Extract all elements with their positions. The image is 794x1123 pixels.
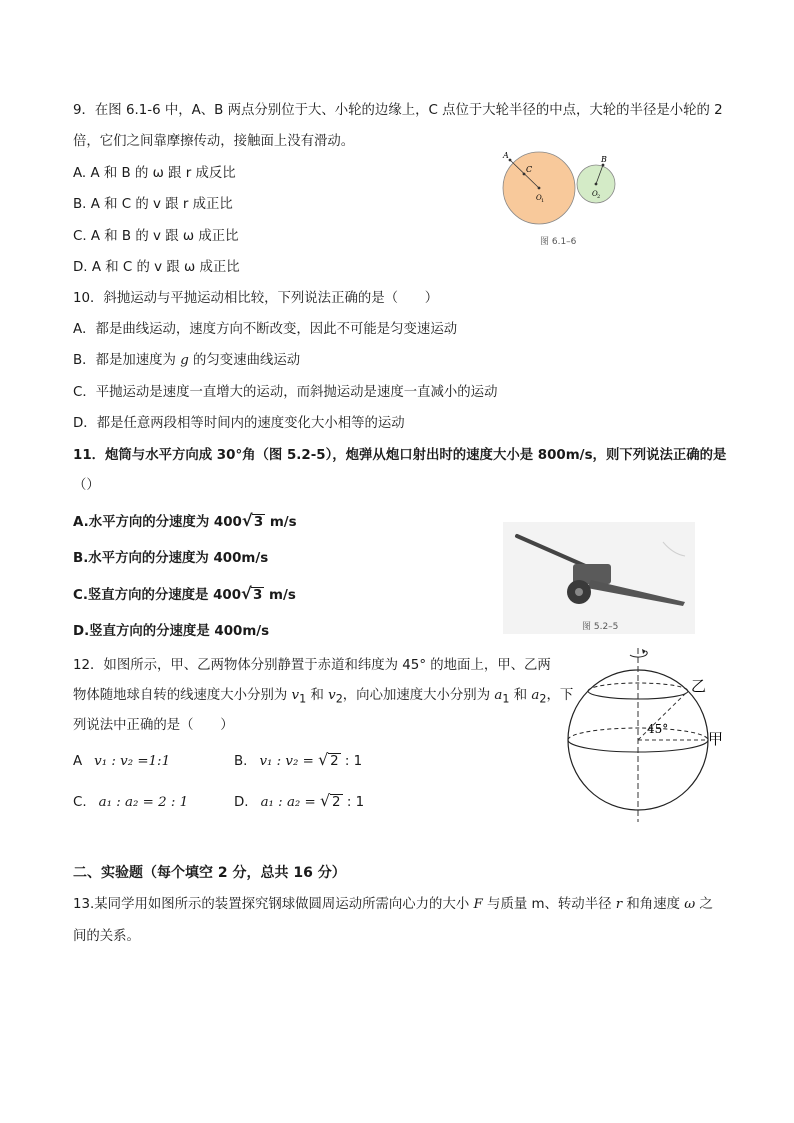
q11-option-b: B.水平方向的分速度为 400m/s [73,551,269,566]
howitzer-wheel-hub [575,588,583,596]
q9-stem-line1: 9．在图 6.1-6 中，A、B 两点分别位于大、小轮的边缘上，C 点位于大轮半径的中点，大轮的半径是小轮的 2 [73,103,723,118]
q11-option-c: C.竖直方向的分速度是 400√ 3 m/s [73,587,296,605]
label-o2-sub: 2 [597,194,601,200]
label-b: B [601,155,607,164]
label-c: C [526,165,533,174]
center-o2-dot [595,183,598,186]
q10-option-a: A．都是曲线运动，速度方向不断改变，因此不可能是匀变速运动 [73,322,458,337]
rotation-arrowhead-icon [642,649,646,654]
q12-option-c: C. a₁ : a₂ = 2 : 1 [73,795,189,810]
label-a: A [503,151,509,160]
center-o1-dot [538,187,541,190]
q12-stem-line2: 物体随地球自转的线速度大小分别为 $v_1$ 和 $v_2$，向心加速度大小分别为 $a_1$ 和 $a_2$，下 [73,688,574,706]
howitzer-figure [503,522,695,634]
q11-option-a: A.水平方向的分速度为 400√ 3 m/s [73,514,297,532]
q11-stem-line2: （） [73,478,100,493]
label-jia: 甲 [708,730,724,748]
figure-5-2-5-caption: 图 5.2–5 [582,622,619,632]
q9-stem-line2: 倍，它们之间靠摩擦传动，接触面上没有滑动。 [73,134,355,149]
point-a-dot [509,159,512,162]
q9-option-c: C. A 和 B 的 v 跟 ω 成正比 [73,229,239,244]
q10-option-c: C．平抛运动是速度一直增大的运动，而斜抛运动是速度一直减小的运动 [73,385,498,400]
q9-option-b: B. A 和 C 的 v 跟 r 成正比 [73,197,233,212]
q11-option-d: D.竖直方向的分速度是 400m/s [73,624,270,639]
q11-stem-line1: 11．炮筒与水平方向成 30°角（图 5.2-5），炮弹从炮口射出时的速度大小是 800m/s，则下列说法正确的是 [73,448,727,463]
point-c-dot [523,173,526,176]
q12-option-a: A v₁ : v₂ =1:1 [73,754,171,769]
q12-option-b: B. v₁ : v₂ = √ 2 : 1 [234,753,362,771]
q12-stem-line3: 列说法中正确的是（ ） [73,718,234,733]
q10-option-b: B．都是加速度为 g 的匀变速曲线运动 [73,353,301,368]
point-b-dot [602,164,605,167]
earth-rotation-figure [560,640,760,825]
angle-label: 45° [647,722,669,736]
label-yi: 乙 [691,677,707,695]
section-2-heading: 二、实验题（每个填空 2 分，总共 16 分） [73,865,346,881]
q10-stem: 10．斜抛运动与平抛运动相比较，下列说法正确的是（ ） [73,291,439,306]
q9-option-d: D. A 和 C 的 v 跟 ω 成正比 [73,260,240,275]
q13-stem-line2: 间的关系。 [73,929,140,944]
label-o1: O [536,194,542,202]
q12-option-d: D. a₁ : a₂ = √ 2 : 1 [234,794,364,812]
q13-stem-line1: 13.某同学用如图所示的装置探究钢球做圆周运动所需向心力的大小 F 与质量 m、转动半径 r 和角速度 ω 之 [73,897,713,912]
label-o1-sub: 1 [541,198,545,204]
label-o2: O [592,190,598,198]
q10-option-d: D．都是任意两段相等时间内的速度变化大小相等的运动 [73,416,405,431]
q12-stem-line1: 12．如图所示，甲、乙两物体分别静置于赤道和纬度为 45° 的地面上，甲、乙两 [73,658,551,673]
q9-option-a: A. A 和 B 的 ω 跟 r 成反比 [73,166,236,181]
friction-wheels-figure [495,150,625,230]
figure-6-1-6-caption: 图 6.1–6 [540,237,577,247]
